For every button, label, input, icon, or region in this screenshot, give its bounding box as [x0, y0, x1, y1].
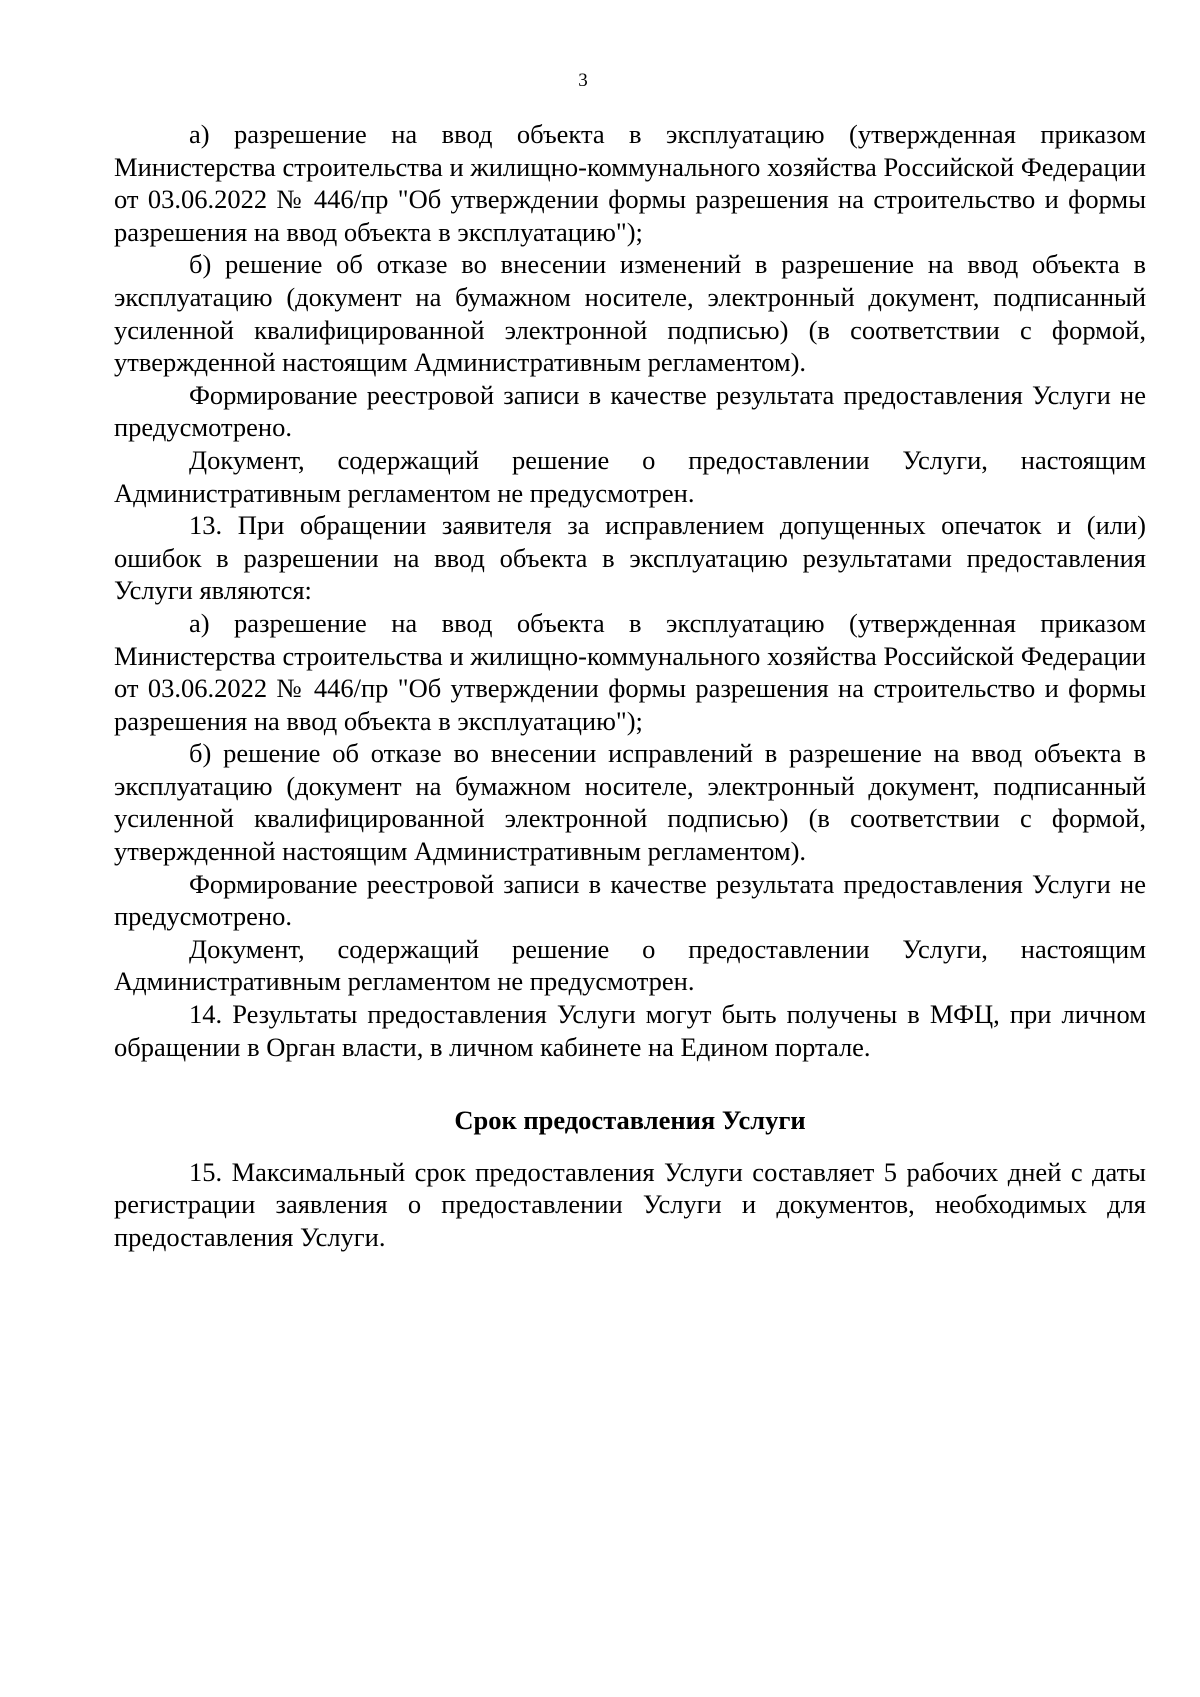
page-number: 3 — [578, 70, 588, 91]
paragraph-item-13-a: а) разрешение на ввод объекта в эксплуатацию (утвержденная приказом Министерства строительства и жилищно-коммунального хозяйства Российской Федерации от 03.06.2022 № 446/пр "Об утверждении формы разрешения на строительство и формы разрешения на ввод объекта в эксплуатацию"); — [114, 607, 1146, 736]
paragraph-result-a: а) разрешение на ввод объекта в эксплуатацию (утвержденная приказом Министерства строительства и жилищно-коммунального хозяйства Российской Федерации от 03.06.2022 № 446/пр "Об утверждении формы разрешения на строительство и формы разрешения на ввод объекта в эксплуатацию"); — [114, 119, 1146, 247]
paragraph-registry-record: Формирование реестровой записи в качестве результата предоставления Услуги не предусмотрено. — [114, 379, 1146, 443]
spacer — [114, 1137, 1146, 1156]
paragraph-decision-document: Документ, содержащий решение о предоставлении Услуги, настоящим Административным регламентом не предусмотрен. — [114, 444, 1146, 508]
paragraph-registry-record-2: Формирование реестровой записи в качестве результата предоставления Услуги не предусмотрено. — [114, 868, 1146, 932]
document-body — [114, 118, 1146, 1254]
spacer — [114, 1063, 1146, 1104]
paragraph-item-14: 14. Результаты предоставления Услуги могут быть получены в МФЦ, при личном обращении в Орган власти, в личном кабинете на Едином портале. — [114, 999, 1146, 1062]
paragraph-item-13: 13. При обращении заявителя за исправлением допущенных опечаток и (или) ошибок в разрешении на ввод объекта в эксплуатацию результатами предоставления Услуги являются: — [114, 510, 1146, 606]
paragraph-result-b: б) решение об отказе во внесении изменений в разрешение на ввод объекта в эксплуатацию (документ на бумажном носителе, электронный документ, подписанный усиленной квалифицированной электронной подписью) (в соответствии с формой, утвержденной настоящим Административным регламентом). — [114, 249, 1146, 378]
section-heading: Срок предоставления Услуги — [454, 1105, 806, 1136]
paragraph-decision-document-2: Документ, содержащий решение о предоставлении Услуги, настоящим Административным регламентом не предусмотрен. — [114, 933, 1146, 997]
paragraph-item-15: 15. Максимальный срок предоставления Услуги составляет 5 рабочих дней с даты регистрации заявления о предоставлении Услуги и документов, необходимых для предоставления Услуги. — [114, 1156, 1146, 1252]
paragraph-item-13-b: б) решение об отказе во внесении исправлений в разрешение на ввод объекта в эксплуатацию (документ на бумажном носителе, электронный документ, подписанный усиленной квалифицированной электронной подписью) (в соответствии с формой, утвержденной настоящим Административным регламентом). — [114, 738, 1146, 867]
